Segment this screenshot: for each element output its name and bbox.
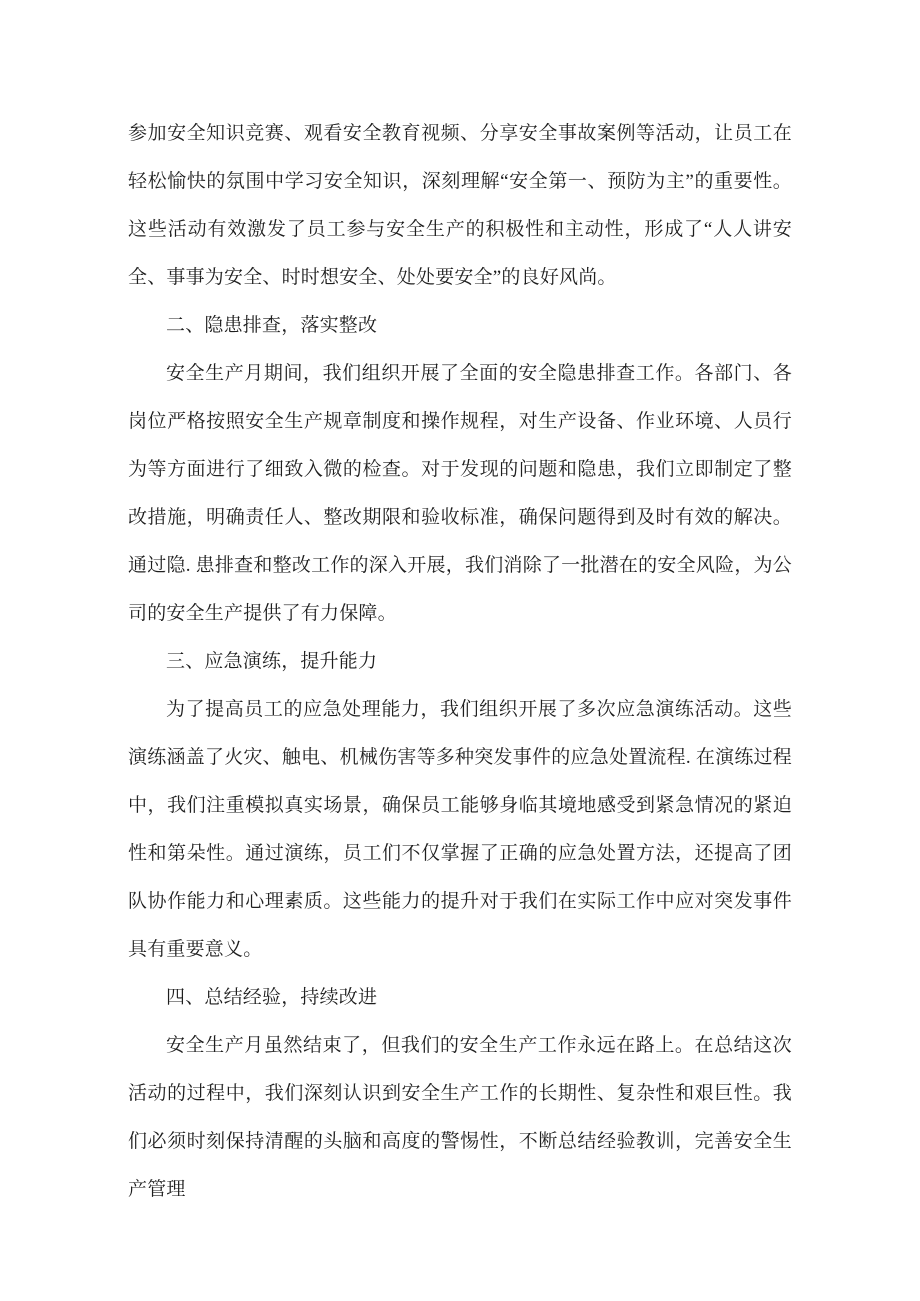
section-heading: 四、总结经验，持续改进: [166, 987, 378, 1008]
section-heading: 三、应急演练，提升能力: [166, 651, 378, 672]
section-heading: 二、隐患排查，落实整改: [166, 315, 378, 336]
body-paragraph: 安全生产月期间，我们组织开展了全面的安全隐患排查工作。各部门、各岗位严格按照安全生产规章制度和操作规程，对生产设备、作业环境、人员行为等方面进行了细致入微的检查。对于发现的问题和隐患，我们立即制定了整改措施，明确责任人、整改期限和验收标准，确保问题得到及时有效的解决。通过隐. 患排查和整改工作的深入开展，我们消除了一批潜在的安全风险，为公司的安全生产提供了有力保障。: [128, 363, 792, 624]
body-paragraph: 安全生产月虽然结束了，但我们的安全生产工作永远在路上。在总结这次活动的过程中，我们深刻认识到安全生产工作的长期性、复杂性和艰巨性。我们必须时刻保持清醒的头脑和高度的警惕性，不断总结经验教训，完善安全生产管理: [128, 1035, 792, 1200]
body-paragraph: 参加安全知识竞赛、观看安全教育视频、分享安全事故案例等活动，让员工在轻松愉快的氛围中学习安全知识，深刻理解“安全第一、预防为主”的重要性。这些活动有效激发了员工参与安全生产的积极性和主动性，形成了“人人讲安全、事事为安全、时时想安全、处处要安全”的良好风尚。: [128, 123, 792, 288]
document-text-column: [128, 110, 792, 1214]
body-paragraph: 为了提高员工的应急处理能力，我们组织开展了多次应急演练活动。这些演练涵盖了火灾、触电、机械伤害等多种突发事件的应急处置流程. 在演练过程中，我们注重模拟真实场景，确保员工能够身临其境地感受到紧急情况的紧迫性和第朵性。通过演练，员工们不仅掌握了正确的应急处置方法，还提高了团队协作能力和心理素质。这些能力的提升对于我们在实际工作中应对突发事件具有重要意义。: [128, 699, 792, 960]
